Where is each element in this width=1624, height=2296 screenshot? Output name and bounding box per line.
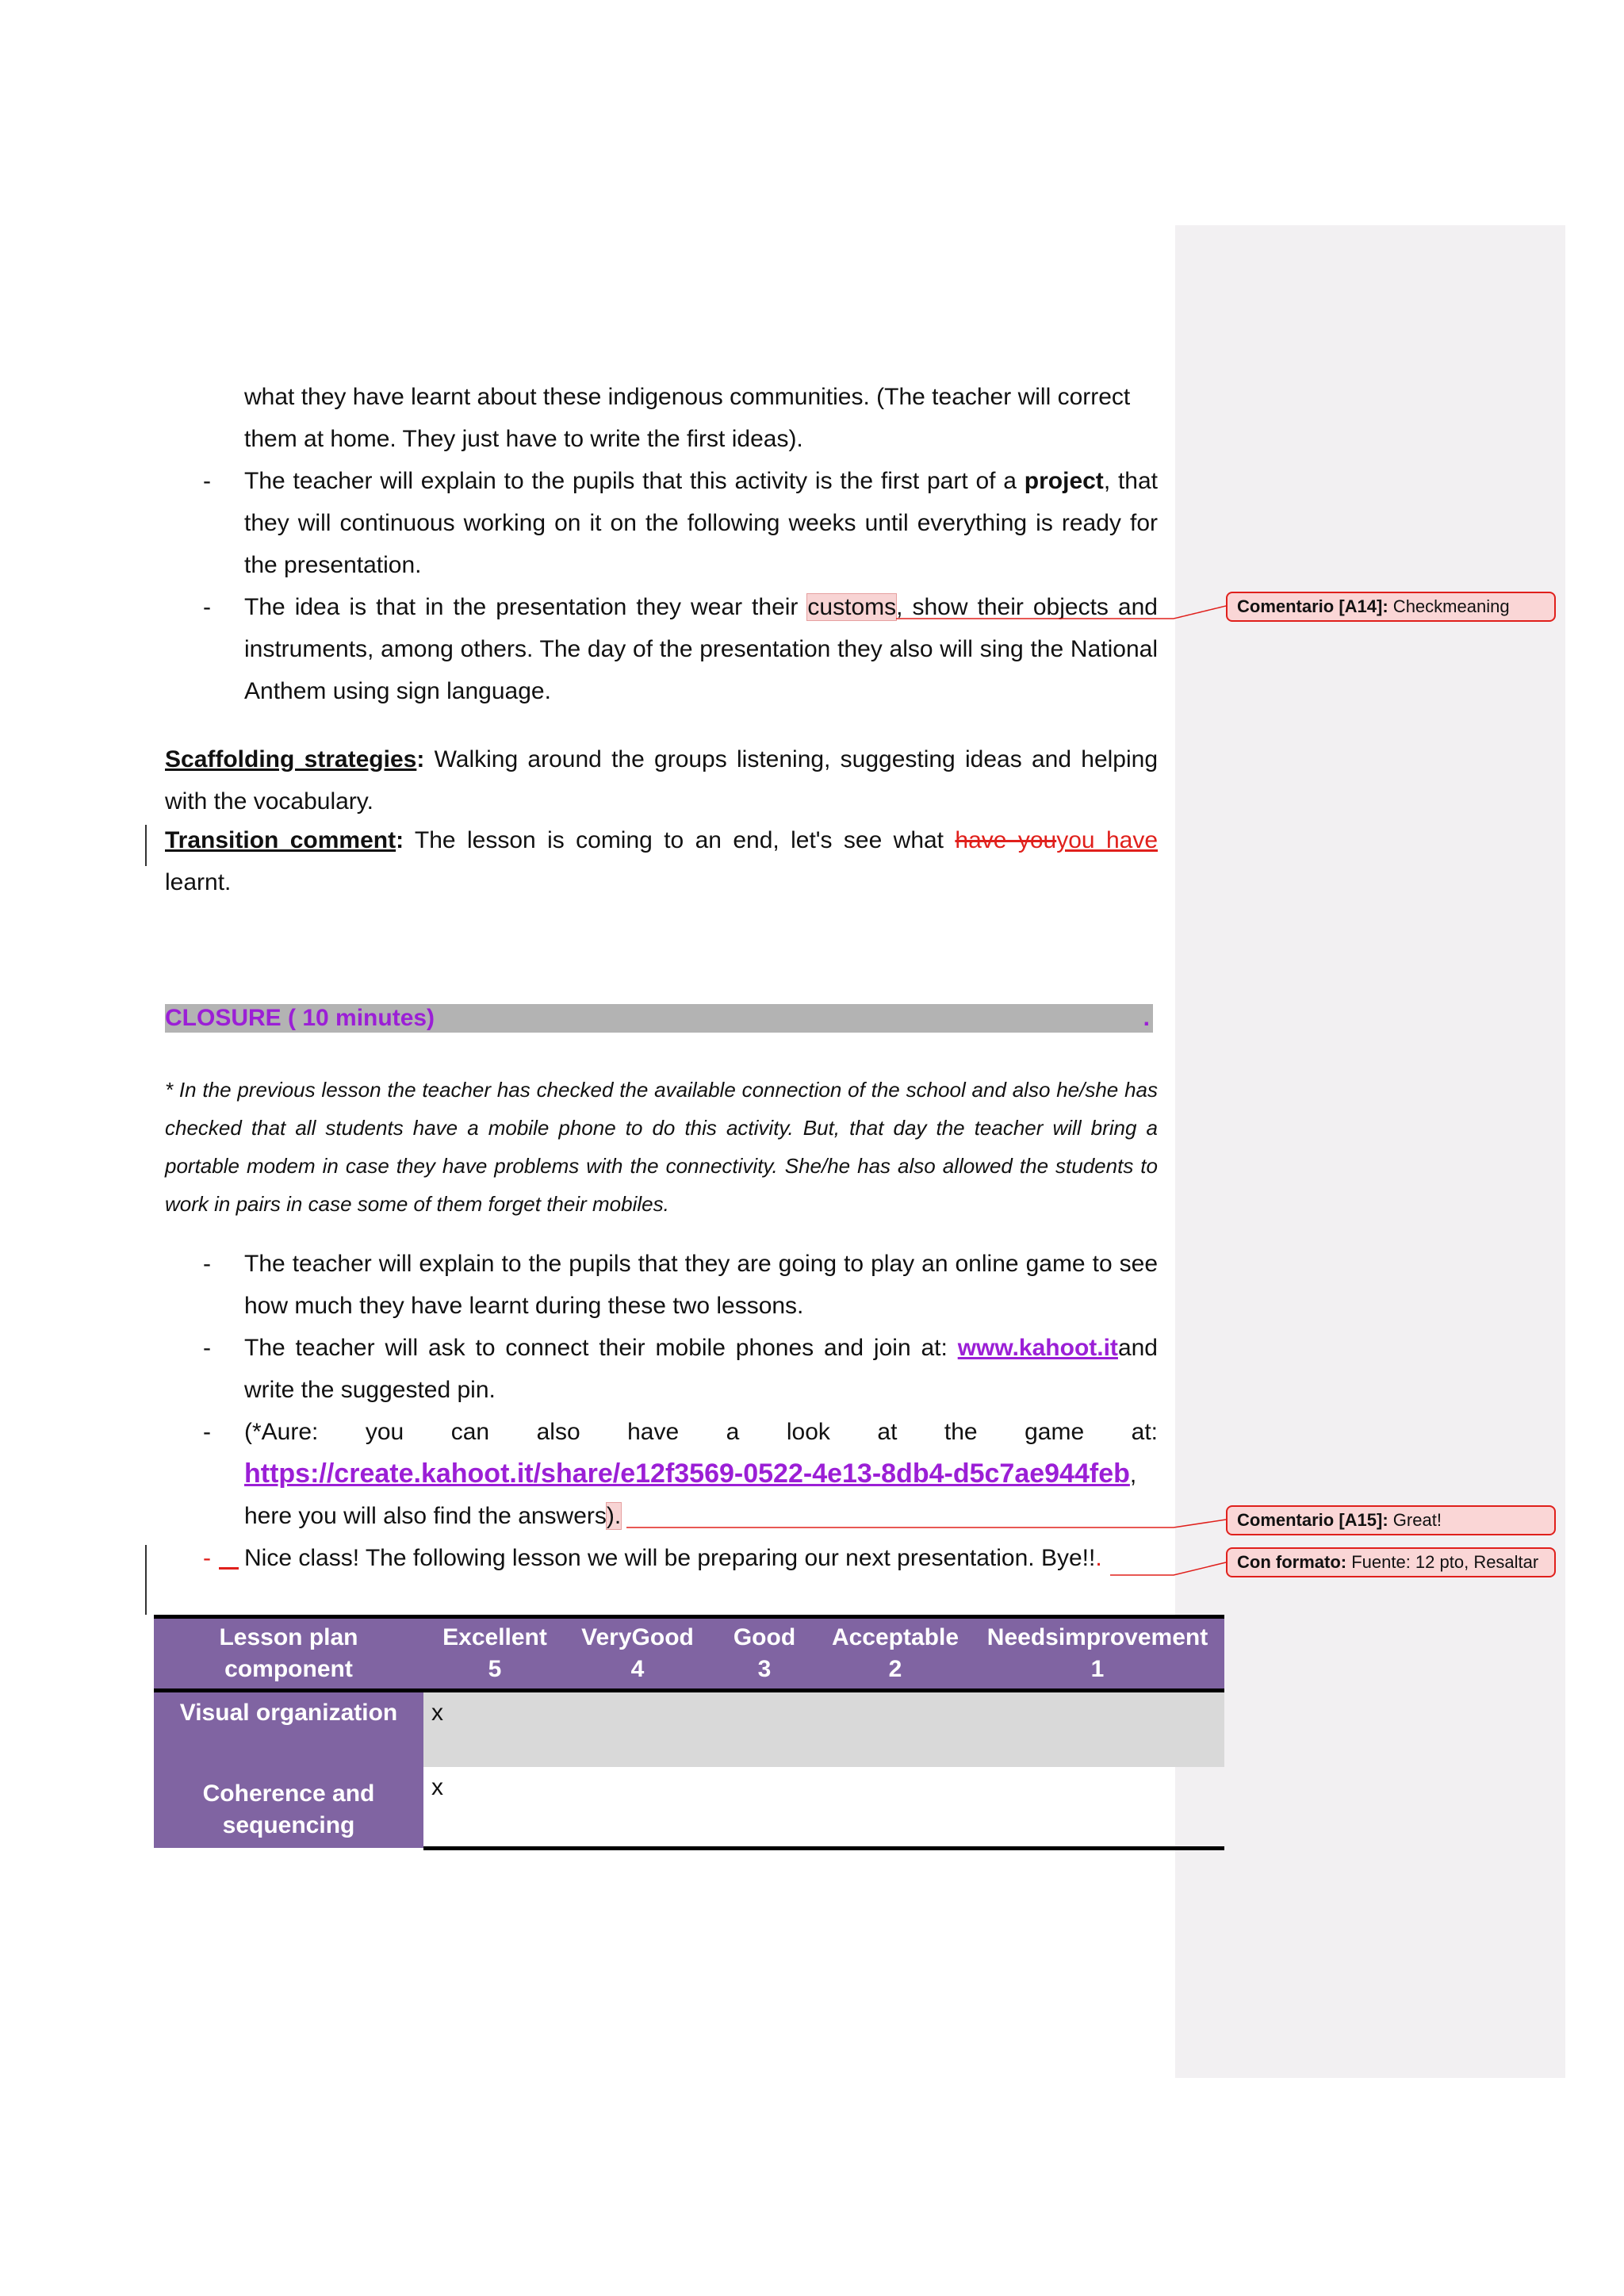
format-balloon[interactable] xyxy=(1226,1547,1556,1577)
table-row xyxy=(154,1691,1224,1768)
table-row xyxy=(154,1767,1224,1848)
leader-a15 xyxy=(626,1520,1226,1527)
score-cell xyxy=(820,1767,971,1848)
comment-text: Checkmeaning xyxy=(1388,596,1510,616)
bullet-text: here you will also find the answers xyxy=(244,1503,607,1529)
comma: , xyxy=(1129,1462,1137,1488)
comment-balloon-a15[interactable] xyxy=(1226,1505,1556,1535)
bullet-dash-inserted: - xyxy=(203,1545,211,1571)
header-good xyxy=(709,1617,820,1691)
bullet-aure-line-1: (*Aure: you can also have a look at the game at: xyxy=(244,1419,1158,1445)
comment-text: Great! xyxy=(1388,1510,1442,1530)
deleted-text: have you xyxy=(955,827,1057,853)
bullet-dash: - xyxy=(203,1419,211,1445)
bullet-text: The idea is that in the presentation they wear their xyxy=(244,594,808,620)
intro-line-1: what they have learnt about these indigenous communities. (The teacher will correct xyxy=(244,384,1131,410)
bullet-dash: - xyxy=(203,1335,211,1361)
header-line: Needsimprovement xyxy=(986,1624,1208,1650)
transition-text: The lesson is coming to an end, let's see what xyxy=(404,827,956,853)
leader-format xyxy=(1110,1562,1226,1575)
comment-label: Comentario [A14]: xyxy=(1237,596,1388,616)
transition-label: Transition comment xyxy=(165,827,396,853)
header-excellent xyxy=(423,1617,566,1691)
closure-dot: . xyxy=(1143,1005,1150,1031)
bullet-text: Nice class! The following lesson we will be preparing our next presentation. Bye!! xyxy=(244,1545,1096,1571)
header-component xyxy=(154,1617,423,1691)
inserted-text: you have xyxy=(1056,827,1159,853)
score-cell xyxy=(566,1691,709,1768)
rubric-table xyxy=(154,1615,1224,1850)
commented-word-customs[interactable]: customs xyxy=(807,594,897,620)
kahoot-link[interactable]: www.kahoot.it xyxy=(957,1335,1118,1361)
bullet-text: and write the suggested pin. xyxy=(244,1335,1158,1403)
row-label-visual-organization: Visual organization xyxy=(154,1691,423,1768)
closure-note: * In the previous lesson the teacher has checked the available connection of the school and also he/she has checked that all students have a mobile phone to do this activity. But, that day the teacher will bring a portable modem in case they have problems with the connectivity. She/he has also allowed the students to work in pairs in case some of them forget their mobiles. xyxy=(165,1078,1158,1216)
header-line: VeryGood xyxy=(581,1624,694,1650)
header-line: 5 xyxy=(488,1656,502,1682)
header-line: Acceptable xyxy=(831,1624,959,1650)
comment-label: Con formato: xyxy=(1237,1552,1347,1572)
bullet-online-game: The teacher will explain to the pupils that they are going to play an online game to see how much they have learnt during these two lessons. xyxy=(244,1251,1158,1319)
scaffolding-label: Scaffolding strategies xyxy=(165,746,417,772)
colon: : xyxy=(396,827,404,853)
transition-end: learnt. xyxy=(165,869,232,895)
score-cell xyxy=(709,1767,820,1848)
header-verygood xyxy=(566,1617,709,1691)
bullet-text: , show their objects and instruments, among others. The day of the presentation they also will sing the National Anthem using sign language. xyxy=(244,594,1158,704)
comment-text: Fuente: 12 pto, Resaltar xyxy=(1346,1552,1539,1572)
header-needsimprovement xyxy=(971,1617,1224,1691)
intro-line-2: them at home. They just have to write the first ideas). xyxy=(244,426,803,452)
header-line: 1 xyxy=(1090,1656,1105,1682)
kahoot-share-link[interactable]: https://create.kahoot.it/share/e12f3569-0522-4e13-8db4-d5c7ae944feb xyxy=(244,1458,1130,1489)
header-line: 4 xyxy=(630,1656,645,1682)
header-line: Good xyxy=(733,1624,796,1650)
commented-text-answers[interactable]: ). xyxy=(606,1503,622,1529)
colon: : xyxy=(416,746,425,772)
comment-label: Comentario [A15]: xyxy=(1237,1510,1388,1530)
scaffolding-text: Walking around the groups listening, suggesting ideas and helping with the vocabulary. xyxy=(165,746,1159,815)
format-mark: . xyxy=(1095,1545,1102,1571)
score-cell xyxy=(971,1691,1224,1768)
header-line: Excellent xyxy=(442,1624,547,1650)
header-line: 2 xyxy=(888,1656,902,1682)
rubric-header-row xyxy=(154,1617,1224,1691)
closure-title: CLOSURE ( 10 minutes) xyxy=(165,1005,435,1031)
score-cell xyxy=(566,1767,709,1848)
header-line: component xyxy=(224,1656,353,1682)
score-cell-excellent: x xyxy=(423,1691,566,1768)
leader-a14 xyxy=(896,606,1226,619)
bullet-text: The teacher will ask to connect their mobile phones and join at: xyxy=(244,1335,958,1361)
project-bold: project xyxy=(1024,468,1104,494)
header-line: 3 xyxy=(757,1656,772,1682)
header-line: Lesson plan xyxy=(219,1624,358,1650)
bullet-text: , that they will continuous working on it on the following weeks until everything is ready for the presentation. xyxy=(244,468,1158,578)
comment-balloon-a14[interactable] xyxy=(1226,592,1556,622)
score-cell-excellent: x xyxy=(423,1767,566,1848)
bullet-dash: - xyxy=(203,1251,211,1277)
header-acceptable xyxy=(820,1617,971,1691)
score-cell xyxy=(709,1691,820,1768)
score-cell xyxy=(971,1767,1224,1848)
bullet-text: The teacher will explain to the pupils that this activity is the first part of a xyxy=(244,468,1025,494)
bullet-dash: - xyxy=(203,468,211,494)
score-cell xyxy=(820,1691,971,1768)
bullet-dash: - xyxy=(203,594,211,620)
row-label-coherence: Coherence and sequencing xyxy=(154,1767,423,1848)
